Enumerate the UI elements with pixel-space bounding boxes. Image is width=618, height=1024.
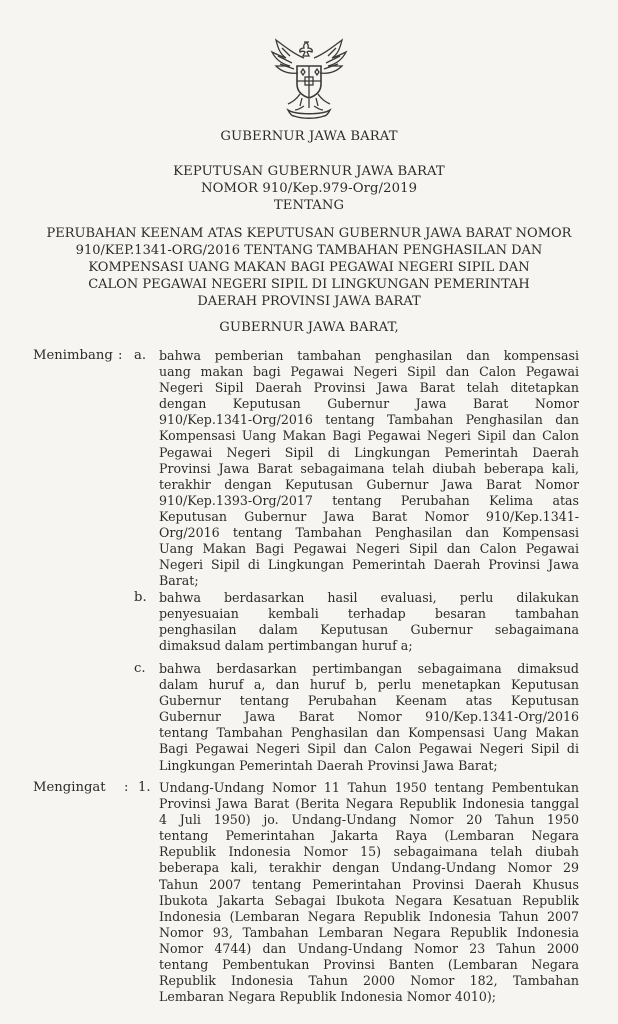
- institution-title: GUBERNUR JAWA BARAT: [220, 129, 398, 144]
- about-label: TENTANG: [273, 198, 345, 213]
- text-line: Kompensasi Uang Makan Bagi Pegawai Negeri Sipil dan Calon: [159, 428, 579, 444]
- text-line: 910/Kep.1341-Org/2016 tentang Tambahan Penghasilan dan: [159, 412, 579, 428]
- menimbang-colon: :: [118, 348, 123, 363]
- text-line: Keputusan Gubernur Jawa Barat Nomor 910/Kep.1341-: [159, 508, 579, 524]
- mengingat-item-1: [159, 780, 579, 1005]
- text-line: 910/Kep.1393-Org/2017 tentang Perubahan Kelima atas: [159, 492, 579, 508]
- text-line: penghasilan dalam Keputusan Gubernur sebagaimana: [159, 622, 579, 638]
- mengingat-colon: :: [124, 780, 129, 795]
- menimbang-item-c: [159, 661, 579, 774]
- text-line: dengan Keputusan Gubernur Jawa Barat Nomor: [159, 396, 579, 412]
- item-marker: b.: [134, 590, 147, 605]
- text-line: Lingkungan Pemerintah Daerah Provinsi Jawa Barat;: [159, 757, 498, 773]
- text-line: uang makan bagi Pegawai Negeri Sipil dan Calon Pegawai: [159, 364, 579, 380]
- text-line: Negeri Sipil Daerah Provinsi Jawa Barat telah ditetapkan: [159, 380, 579, 396]
- item-marker: c.: [134, 661, 146, 676]
- decree-title: KEPUTUSAN GUBERNUR JAWA BARAT: [173, 164, 445, 179]
- text-line: penyesuaian kembali terhadap besaran tambahan: [159, 606, 579, 622]
- text-line: Nomor 93, Tambahan Lembaran Negara Republik Indonesia: [159, 924, 579, 940]
- text-line: Provinsi Jawa Barat (Berita Negara Republik Indonesia tanggal: [159, 796, 579, 812]
- text-line: 4 Juli 1950) jo. Undang-Undang Nomor 20 Tahun 1950: [159, 812, 579, 828]
- mengingat-label: Mengingat: [33, 780, 106, 795]
- item-marker: 1.: [138, 780, 151, 795]
- text-line: bahwa pemberian tambahan penghasilan dan kompensasi: [159, 348, 579, 363]
- text-line: tentang Pembentukan Provinsi Banten (Lembaran Negara: [159, 957, 579, 973]
- subject-line: DAERAH PROVINSI JAWA BARAT: [197, 294, 421, 309]
- text-line: Ibukota Jakarta Sebagai Ibukota Negara Kesatuan Republik: [159, 892, 579, 908]
- menimbang-item-a: [159, 348, 579, 589]
- text-line: Undang-Undang Nomor 11 Tahun 1950 tentang Pembentukan: [159, 780, 579, 795]
- subject-line: PERUBAHAN KEENAM ATAS KEPUTUSAN GUBERNUR JAWA BARAT NOMOR: [46, 226, 572, 241]
- text-line: Republik Indonesia Tahun 2000 Nomor 182, Tambahan: [159, 973, 579, 989]
- subject-line: CALON PEGAWAI NEGERI SIPIL DI LINGKUNGAN PEMERINTAH: [88, 277, 530, 292]
- subject-line: 910/KEP.1341-ORG/2016 TENTANG TAMBAHAN PENGHASILAN DAN: [75, 243, 543, 258]
- garuda-emblem-icon: [266, 36, 352, 122]
- decree-subject: [0, 225, 618, 310]
- text-line: Lembaran Negara Republik Indonesia Nomor 4010);: [159, 989, 497, 1005]
- text-line: bahwa berdasarkan pertimbangan sebagaimana dimaksud: [159, 661, 579, 676]
- text-line: beberapa kali, terakhir dengan Undang-Undang Nomor 29: [159, 860, 579, 876]
- text-line: Nomor 4744) dan Undang-Undang Nomor 23 Tahun 2000: [159, 940, 579, 956]
- text-line: dalam huruf a, dan huruf b, perlu menetapkan Keputusan: [159, 677, 579, 693]
- text-line: dimaksud dalam pertimbangan huruf a;: [159, 638, 413, 654]
- text-line: Uang Makan Bagi Pegawai Negeri Sipil dan Calon Pegawai: [159, 541, 579, 557]
- text-line: Org/2016 tentang Tambahan Penghasilan dan Kompensasi: [159, 525, 579, 541]
- text-line: terakhir dengan Keputusan Gubernur Jawa Barat Nomor: [159, 476, 579, 492]
- text-line: Barat;: [159, 573, 199, 589]
- text-line: Provinsi Jawa Barat sebagaimana telah diubah beberapa kali,: [159, 460, 579, 476]
- text-line: bahwa berdasarkan hasil evaluasi, perlu dilakukan: [159, 590, 579, 605]
- issuer-title: GUBERNUR JAWA BARAT,: [219, 320, 399, 335]
- text-line: Negeri Sipil di Lingkungan Pemerintah Daerah Provinsi Jawa: [159, 557, 579, 573]
- text-line: Gubernur tentang Perubahan Keenam atas Keputusan: [159, 693, 579, 709]
- menimbang-label: Menimbang: [33, 348, 113, 363]
- item-marker: a.: [134, 348, 147, 363]
- text-line: Bagi Pegawai Negeri Sipil dan Calon Pegawai Negeri Sipil di: [159, 741, 579, 757]
- text-line: Republik Indonesia Nomor 15) sebagaimana telah diubah: [159, 844, 579, 860]
- text-line: tentang Tambahan Penghasilan dan Kompensasi Uang Makan: [159, 725, 579, 741]
- text-line: Pegawai Negeri Sipil di Lingkungan Pemerintah Daerah: [159, 444, 579, 460]
- text-line: Gubernur Jawa Barat Nomor 910/Kep.1341-Org/2016: [159, 709, 579, 725]
- menimbang-item-b: [159, 590, 579, 654]
- text-line: Indonesia (Lembaran Negara Republik Indonesia Tahun 2007: [159, 908, 579, 924]
- text-line: tentang Pemerintahan Jakarta Raya (Lembaran Negara: [159, 828, 579, 844]
- subject-line: KOMPENSASI UANG MAKAN BAGI PEGAWAI NEGERI SIPIL DAN: [88, 260, 530, 275]
- decree-number: NOMOR 910/Kep.979-Org/2019: [200, 181, 418, 196]
- text-line: Tahun 2007 tentang Pemerintahan Provinsi Daerah Khusus: [159, 876, 579, 892]
